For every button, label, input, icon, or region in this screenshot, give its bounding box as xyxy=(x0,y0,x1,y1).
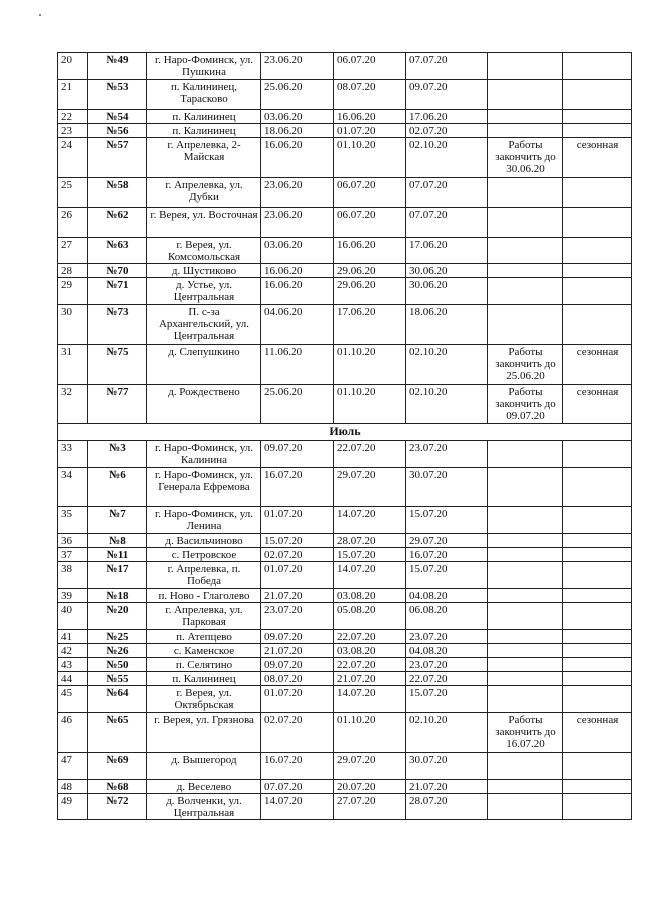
end-date-cell: 29.07.20 xyxy=(334,468,406,507)
address-cell: с. Каменское xyxy=(147,644,261,658)
row-number-cell: 36 xyxy=(58,534,88,548)
note-cell xyxy=(488,80,563,110)
row-number-cell: 22 xyxy=(58,110,88,124)
restore-date-cell: 23.07.20 xyxy=(406,658,488,672)
start-date-cell: 16.06.20 xyxy=(261,278,334,305)
note-cell xyxy=(488,686,563,713)
note-cell xyxy=(488,178,563,208)
note-cell xyxy=(488,110,563,124)
address-cell: г. Апрелевка, ул. Дубки xyxy=(147,178,261,208)
work-type-cell xyxy=(563,672,632,686)
restore-date-cell: 06.08.20 xyxy=(406,603,488,630)
address-cell: д. Васильчиново xyxy=(147,534,261,548)
address-cell: г. Наро-Фоминск, ул. Пушкина xyxy=(147,53,261,80)
restore-date-cell: 02.07.20 xyxy=(406,124,488,138)
start-date-cell: 01.07.20 xyxy=(261,686,334,713)
end-date-cell: 06.07.20 xyxy=(334,53,406,80)
restore-date-cell: 23.07.20 xyxy=(406,441,488,468)
note-cell xyxy=(488,441,563,468)
object-number-cell: №7 xyxy=(88,507,147,534)
work-type-cell xyxy=(563,124,632,138)
object-number-cell: №50 xyxy=(88,658,147,672)
restore-date-cell: 18.06.20 xyxy=(406,305,488,345)
work-type-cell xyxy=(563,794,632,820)
note-cell: Работы закончить до 09.07.20 xyxy=(488,385,563,424)
work-type-cell xyxy=(563,278,632,305)
schedule-table xyxy=(57,52,632,820)
object-number-cell: №55 xyxy=(88,672,147,686)
object-number-cell: №54 xyxy=(88,110,147,124)
row-number-cell: 35 xyxy=(58,507,88,534)
row-number-cell: 29 xyxy=(58,278,88,305)
end-date-cell: 28.07.20 xyxy=(334,534,406,548)
note-cell xyxy=(488,672,563,686)
address-cell: п. Калининец, Тарасково xyxy=(147,80,261,110)
object-number-cell: №71 xyxy=(88,278,147,305)
note-cell: Работы закончить до 25.06.20 xyxy=(488,345,563,385)
address-cell: г. Верея, ул. Октябрьская xyxy=(147,686,261,713)
start-date-cell: 01.07.20 xyxy=(261,507,334,534)
table-row xyxy=(58,138,632,178)
start-date-cell: 02.07.20 xyxy=(261,548,334,562)
work-type-cell: сезонная xyxy=(563,138,632,178)
table-row xyxy=(58,534,632,548)
work-type-cell xyxy=(563,589,632,603)
end-date-cell: 01.10.20 xyxy=(334,385,406,424)
table-row xyxy=(58,658,632,672)
restore-date-cell: 30.07.20 xyxy=(406,468,488,507)
restore-date-cell: 09.07.20 xyxy=(406,80,488,110)
start-date-cell: 16.07.20 xyxy=(261,468,334,507)
start-date-cell: 09.07.20 xyxy=(261,630,334,644)
end-date-cell: 01.10.20 xyxy=(334,138,406,178)
row-number-cell: 24 xyxy=(58,138,88,178)
table-row xyxy=(58,385,632,424)
work-type-cell: сезонная xyxy=(563,345,632,385)
end-date-cell: 22.07.20 xyxy=(334,658,406,672)
end-date-cell: 22.07.20 xyxy=(334,630,406,644)
object-number-cell: №69 xyxy=(88,753,147,780)
address-cell: д. Устье, ул. Центральная xyxy=(147,278,261,305)
row-number-cell: 47 xyxy=(58,753,88,780)
row-number-cell: 42 xyxy=(58,644,88,658)
row-number-cell: 23 xyxy=(58,124,88,138)
end-date-cell: 21.07.20 xyxy=(334,672,406,686)
restore-date-cell: 02.10.20 xyxy=(406,345,488,385)
start-date-cell: 23.06.20 xyxy=(261,208,334,238)
restore-date-cell: 02.10.20 xyxy=(406,385,488,424)
work-type-cell xyxy=(563,208,632,238)
address-cell: г. Апрелевка, п. Победа xyxy=(147,562,261,589)
note-cell xyxy=(488,507,563,534)
object-number-cell: №62 xyxy=(88,208,147,238)
table-row xyxy=(58,630,632,644)
start-date-cell: 23.06.20 xyxy=(261,178,334,208)
object-number-cell: №77 xyxy=(88,385,147,424)
restore-date-cell: 04.08.20 xyxy=(406,644,488,658)
table-row xyxy=(58,80,632,110)
table-row xyxy=(58,589,632,603)
row-number-cell: 27 xyxy=(58,238,88,264)
work-type-cell: сезонная xyxy=(563,385,632,424)
work-type-cell xyxy=(563,264,632,278)
address-cell: п. Калининец xyxy=(147,110,261,124)
end-date-cell: 16.06.20 xyxy=(334,110,406,124)
end-date-cell: 22.07.20 xyxy=(334,441,406,468)
work-type-cell xyxy=(563,548,632,562)
table-row xyxy=(58,686,632,713)
table-row xyxy=(58,507,632,534)
end-date-cell: 14.07.20 xyxy=(334,562,406,589)
object-number-cell: №75 xyxy=(88,345,147,385)
start-date-cell: 23.06.20 xyxy=(261,53,334,80)
work-type-cell xyxy=(563,507,632,534)
table-row xyxy=(58,548,632,562)
note-cell: Работы закончить до 16.07.20 xyxy=(488,713,563,753)
row-number-cell: 20 xyxy=(58,53,88,80)
object-number-cell: №26 xyxy=(88,644,147,658)
row-number-cell: 40 xyxy=(58,603,88,630)
end-date-cell: 01.07.20 xyxy=(334,124,406,138)
month-header-row xyxy=(58,424,632,441)
row-number-cell: 28 xyxy=(58,264,88,278)
restore-date-cell: 02.10.20 xyxy=(406,138,488,178)
work-type-cell xyxy=(563,53,632,80)
start-date-cell: 03.06.20 xyxy=(261,238,334,264)
object-number-cell: №25 xyxy=(88,630,147,644)
row-number-cell: 21 xyxy=(58,80,88,110)
table-row xyxy=(58,345,632,385)
work-type-cell xyxy=(563,780,632,794)
row-number-cell: 39 xyxy=(58,589,88,603)
address-cell: п. Калининец xyxy=(147,672,261,686)
table-row xyxy=(58,441,632,468)
object-number-cell: №64 xyxy=(88,686,147,713)
work-type-cell xyxy=(563,305,632,345)
row-number-cell: 33 xyxy=(58,441,88,468)
object-number-cell: №58 xyxy=(88,178,147,208)
end-date-cell: 17.06.20 xyxy=(334,305,406,345)
work-type-cell xyxy=(563,110,632,124)
note-cell xyxy=(488,658,563,672)
start-date-cell: 14.07.20 xyxy=(261,794,334,820)
work-type-cell xyxy=(563,238,632,264)
end-date-cell: 05.08.20 xyxy=(334,603,406,630)
work-type-cell xyxy=(563,658,632,672)
restore-date-cell: 15.07.20 xyxy=(406,686,488,713)
object-number-cell: №57 xyxy=(88,138,147,178)
note-cell: Работы закончить до 30.06.20 xyxy=(488,138,563,178)
note-cell xyxy=(488,562,563,589)
note-cell xyxy=(488,534,563,548)
note-cell xyxy=(488,53,563,80)
end-date-cell: 27.07.20 xyxy=(334,794,406,820)
end-date-cell: 29.07.20 xyxy=(334,753,406,780)
address-cell: г. Наро-Фоминск, ул. Ленина xyxy=(147,507,261,534)
end-date-cell: 01.10.20 xyxy=(334,713,406,753)
address-cell: г. Верея, ул. Грязнова xyxy=(147,713,261,753)
address-cell: д. Волченки, ул. Центральная xyxy=(147,794,261,820)
start-date-cell: 07.07.20 xyxy=(261,780,334,794)
end-date-cell: 14.07.20 xyxy=(334,507,406,534)
end-date-cell: 01.10.20 xyxy=(334,345,406,385)
end-date-cell: 29.06.20 xyxy=(334,264,406,278)
start-date-cell: 16.07.20 xyxy=(261,753,334,780)
note-cell xyxy=(488,548,563,562)
work-type-cell xyxy=(563,534,632,548)
note-cell xyxy=(488,794,563,820)
start-date-cell: 11.06.20 xyxy=(261,345,334,385)
work-type-cell xyxy=(563,80,632,110)
start-date-cell: 04.06.20 xyxy=(261,305,334,345)
end-date-cell: 03.08.20 xyxy=(334,589,406,603)
restore-date-cell: 30.06.20 xyxy=(406,264,488,278)
start-date-cell: 15.07.20 xyxy=(261,534,334,548)
table-row xyxy=(58,603,632,630)
table-row xyxy=(58,305,632,345)
work-type-cell xyxy=(563,630,632,644)
restore-date-cell: 23.07.20 xyxy=(406,630,488,644)
restore-date-cell: 07.07.20 xyxy=(406,53,488,80)
row-number-cell: 25 xyxy=(58,178,88,208)
address-cell: д. Вышегород xyxy=(147,753,261,780)
object-number-cell: №17 xyxy=(88,562,147,589)
table-row xyxy=(58,110,632,124)
table-row xyxy=(58,753,632,780)
object-number-cell: №20 xyxy=(88,603,147,630)
row-number-cell: 37 xyxy=(58,548,88,562)
end-date-cell: 03.08.20 xyxy=(334,644,406,658)
row-number-cell: 31 xyxy=(58,345,88,385)
address-cell: г. Наро-Фоминск, ул. Калинина xyxy=(147,441,261,468)
row-number-cell: 32 xyxy=(58,385,88,424)
restore-date-cell: 17.06.20 xyxy=(406,110,488,124)
work-type-cell xyxy=(563,562,632,589)
table-row xyxy=(58,713,632,753)
row-number-cell: 43 xyxy=(58,658,88,672)
end-date-cell: 06.07.20 xyxy=(334,178,406,208)
restore-date-cell: 04.08.20 xyxy=(406,589,488,603)
restore-date-cell: 15.07.20 xyxy=(406,507,488,534)
table-row xyxy=(58,278,632,305)
address-cell: г. Апрелевка, ул. Парковая xyxy=(147,603,261,630)
work-type-cell xyxy=(563,178,632,208)
restore-date-cell: 02.10.20 xyxy=(406,713,488,753)
row-number-cell: 26 xyxy=(58,208,88,238)
note-cell xyxy=(488,780,563,794)
restore-date-cell: 30.07.20 xyxy=(406,753,488,780)
note-cell xyxy=(488,630,563,644)
restore-date-cell: 28.07.20 xyxy=(406,794,488,820)
table-row xyxy=(58,264,632,278)
row-number-cell: 48 xyxy=(58,780,88,794)
work-type-cell xyxy=(563,468,632,507)
address-cell: п. Атепцево xyxy=(147,630,261,644)
start-date-cell: 18.06.20 xyxy=(261,124,334,138)
object-number-cell: №11 xyxy=(88,548,147,562)
start-date-cell: 25.06.20 xyxy=(261,80,334,110)
start-date-cell: 16.06.20 xyxy=(261,138,334,178)
work-type-cell xyxy=(563,441,632,468)
work-type-cell xyxy=(563,686,632,713)
table-row xyxy=(58,780,632,794)
object-number-cell: №68 xyxy=(88,780,147,794)
restore-date-cell: 21.07.20 xyxy=(406,780,488,794)
object-number-cell: №70 xyxy=(88,264,147,278)
start-date-cell: 21.07.20 xyxy=(261,644,334,658)
object-number-cell: №63 xyxy=(88,238,147,264)
address-cell: с. Петровское xyxy=(147,548,261,562)
note-cell xyxy=(488,644,563,658)
address-cell: г. Апрелевка, 2-Майская xyxy=(147,138,261,178)
note-cell xyxy=(488,264,563,278)
address-cell: п. Калининец xyxy=(147,124,261,138)
object-number-cell: №53 xyxy=(88,80,147,110)
table-row xyxy=(58,562,632,589)
row-number-cell: 46 xyxy=(58,713,88,753)
object-number-cell: №65 xyxy=(88,713,147,753)
object-number-cell: №18 xyxy=(88,589,147,603)
start-date-cell: 16.06.20 xyxy=(261,264,334,278)
address-cell: д. Веселево xyxy=(147,780,261,794)
restore-date-cell: 30.06.20 xyxy=(406,278,488,305)
table-row xyxy=(58,238,632,264)
row-number-cell: 41 xyxy=(58,630,88,644)
july-rows xyxy=(58,441,632,820)
table-row xyxy=(58,794,632,820)
start-date-cell: 25.06.20 xyxy=(261,385,334,424)
address-cell: г. Наро-Фоминск, ул. Генерала Ефремова xyxy=(147,468,261,507)
work-type-cell: сезонная xyxy=(563,713,632,753)
object-number-cell: №49 xyxy=(88,53,147,80)
object-number-cell: №72 xyxy=(88,794,147,820)
start-date-cell: 08.07.20 xyxy=(261,672,334,686)
address-cell: г. Верея, ул. Восточная xyxy=(147,208,261,238)
object-number-cell: №3 xyxy=(88,441,147,468)
start-date-cell: 23.07.20 xyxy=(261,603,334,630)
note-cell xyxy=(488,238,563,264)
end-date-cell: 16.06.20 xyxy=(334,238,406,264)
table-row xyxy=(58,124,632,138)
address-cell: п. Ново - Глаголево xyxy=(147,589,261,603)
end-date-cell: 15.07.20 xyxy=(334,548,406,562)
row-number-cell: 38 xyxy=(58,562,88,589)
note-cell xyxy=(488,305,563,345)
object-number-cell: №8 xyxy=(88,534,147,548)
start-date-cell: 21.07.20 xyxy=(261,589,334,603)
note-cell xyxy=(488,603,563,630)
restore-date-cell: 16.07.20 xyxy=(406,548,488,562)
restore-date-cell: 07.07.20 xyxy=(406,178,488,208)
note-cell xyxy=(488,124,563,138)
object-number-cell: №56 xyxy=(88,124,147,138)
address-cell: д. Шустиково xyxy=(147,264,261,278)
note-cell xyxy=(488,753,563,780)
table-row xyxy=(58,208,632,238)
table-row xyxy=(58,468,632,507)
start-date-cell: 09.07.20 xyxy=(261,658,334,672)
object-number-cell: №73 xyxy=(88,305,147,345)
note-cell xyxy=(488,589,563,603)
start-date-cell: 09.07.20 xyxy=(261,441,334,468)
table-row xyxy=(58,672,632,686)
address-cell: д. Слепушкино xyxy=(147,345,261,385)
address-cell: г. Верея, ул. Комсомольская xyxy=(147,238,261,264)
work-type-cell xyxy=(563,753,632,780)
restore-date-cell: 17.06.20 xyxy=(406,238,488,264)
table-row xyxy=(58,53,632,80)
work-type-cell xyxy=(563,603,632,630)
row-number-cell: 49 xyxy=(58,794,88,820)
work-type-cell xyxy=(563,644,632,658)
june-rows xyxy=(58,53,632,424)
note-cell xyxy=(488,278,563,305)
restore-date-cell: 22.07.20 xyxy=(406,672,488,686)
end-date-cell: 08.07.20 xyxy=(334,80,406,110)
end-date-cell: 29.06.20 xyxy=(334,278,406,305)
month-label-july: Июль xyxy=(58,424,632,441)
note-cell xyxy=(488,468,563,507)
start-date-cell: 02.07.20 xyxy=(261,713,334,753)
end-date-cell: 14.07.20 xyxy=(334,686,406,713)
start-date-cell: 03.06.20 xyxy=(261,110,334,124)
table-row xyxy=(58,644,632,658)
end-date-cell: 20.07.20 xyxy=(334,780,406,794)
address-cell: д. Рождествено xyxy=(147,385,261,424)
address-cell: П. с-за Архангельский, ул. Центральная xyxy=(147,305,261,345)
table-row xyxy=(58,178,632,208)
row-number-cell: 30 xyxy=(58,305,88,345)
note-cell xyxy=(488,208,563,238)
restore-date-cell: 07.07.20 xyxy=(406,208,488,238)
row-number-cell: 34 xyxy=(58,468,88,507)
restore-date-cell: 15.07.20 xyxy=(406,562,488,589)
end-date-cell: 06.07.20 xyxy=(334,208,406,238)
start-date-cell: 01.07.20 xyxy=(261,562,334,589)
object-number-cell: №6 xyxy=(88,468,147,507)
restore-date-cell: 29.07.20 xyxy=(406,534,488,548)
scan-speck xyxy=(39,14,41,16)
row-number-cell: 44 xyxy=(58,672,88,686)
address-cell: п. Селятино xyxy=(147,658,261,672)
row-number-cell: 45 xyxy=(58,686,88,713)
